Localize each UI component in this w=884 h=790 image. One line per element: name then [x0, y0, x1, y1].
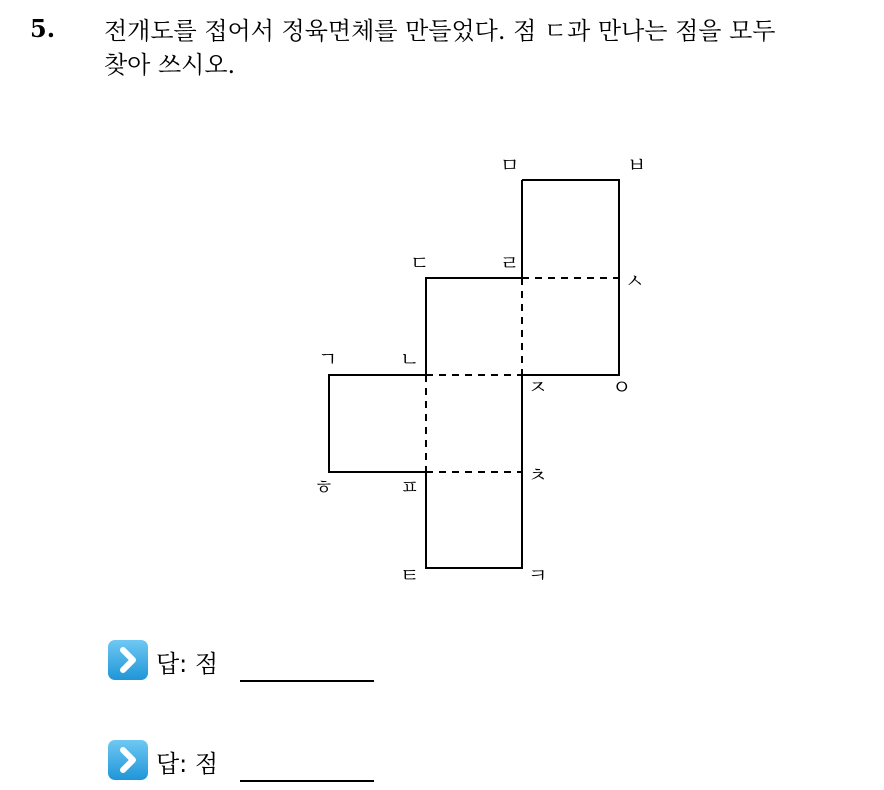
vertex-label-h: ㅎ [314, 475, 334, 499]
vertex-label-d: ㄷ [410, 251, 430, 275]
net-outline [329, 180, 619, 568]
vertex-label-ch: ㅊ [528, 463, 548, 487]
vertex-label-g: ㄱ [318, 347, 338, 371]
vertex-label-s: ㅅ [625, 269, 645, 293]
question-number: 5. [30, 14, 56, 43]
answer-label: 답: 점 [156, 650, 219, 678]
arrow-right-icon [108, 740, 148, 780]
vertex-label-t: ㅌ [400, 563, 420, 587]
vertex-label-k: ㅋ [528, 563, 548, 587]
vertex-label-r: ㄹ [500, 251, 520, 275]
vertex-label-m: ㅁ [500, 153, 520, 177]
vertex-label-j: ㅈ [528, 375, 548, 399]
vertex-label-p: ㅍ [400, 475, 420, 499]
arrow-right-icon [108, 640, 148, 680]
vertex-label-b: ㅂ [627, 153, 647, 177]
question-text-line-2: 찾아 쓰시오. [104, 51, 236, 79]
answer-blank-line[interactable] [240, 780, 374, 782]
question-text-line-1: 전개도를 접어서 정육면체를 만들었다. 점 ㄷ과 만나는 점을 모두 [104, 17, 776, 45]
vertex-label-o: ㅇ [612, 375, 632, 399]
vertex-label-n: ㄴ [400, 347, 420, 371]
answer-blank-line[interactable] [240, 680, 374, 682]
answer-label: 답: 점 [156, 750, 219, 778]
